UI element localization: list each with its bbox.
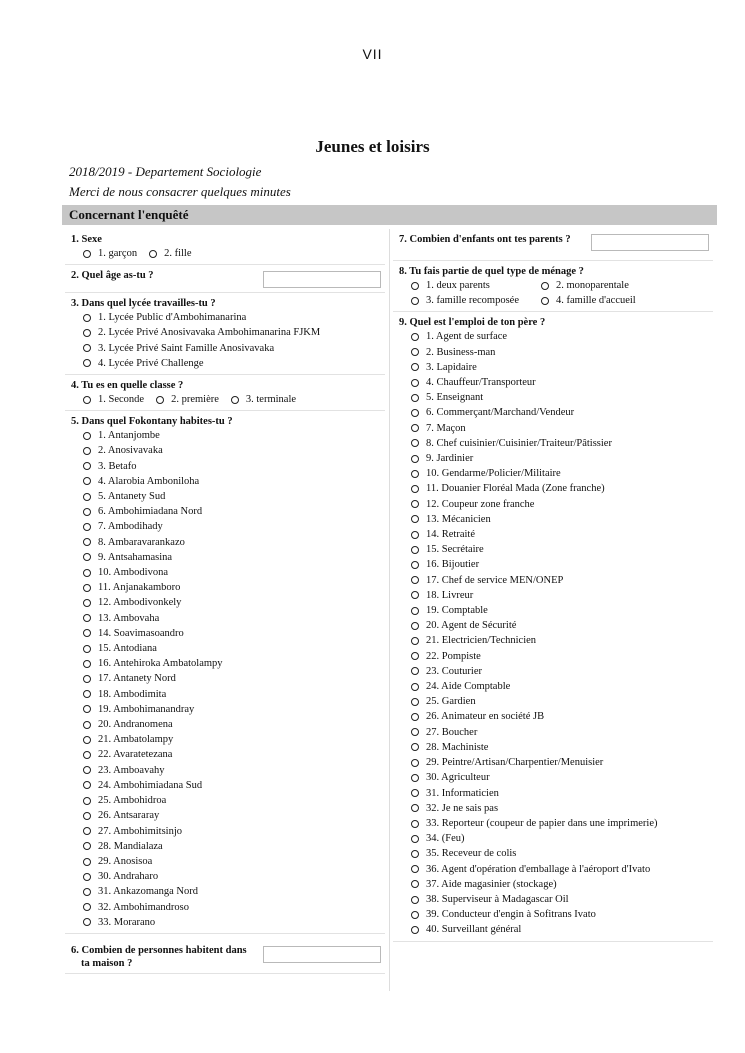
option-label: 2. monoparentale	[556, 280, 629, 291]
radio-icon[interactable]	[83, 396, 91, 404]
radio-icon[interactable]	[83, 903, 91, 911]
option-label: 35. Receveur de colis	[426, 848, 517, 860]
options-list	[71, 310, 385, 371]
option-label: 2. Anosivavaka	[98, 445, 163, 457]
radio-icon[interactable]	[411, 835, 419, 843]
radio-option[interactable]	[399, 603, 713, 618]
option-famille-accueil[interactable]	[541, 293, 671, 308]
option-label: 17. Antanety Nord	[98, 673, 176, 685]
radio-icon[interactable]	[83, 462, 91, 470]
question-fokontany	[65, 411, 385, 934]
radio-option[interactable]	[71, 793, 385, 808]
option-label: 8. Ambaravarankazo	[98, 536, 185, 548]
option-label: 22. Avaratetezana	[98, 749, 173, 761]
option-label: 3. Lycée Privé Saint Famille Anosivavaka	[98, 342, 275, 354]
radio-icon[interactable]	[83, 250, 91, 258]
option-label: 8. Chef cuisinier/Cuisinier/Traiteur/Pâtissier	[426, 437, 612, 449]
radio-option[interactable]	[71, 732, 385, 747]
option-famille-recomposee[interactable]	[411, 293, 541, 308]
radio-option[interactable]	[399, 755, 713, 770]
radio-option[interactable]	[71, 489, 385, 504]
option-label: 24. Aide Comptable	[426, 681, 511, 693]
option-deux-parents[interactable]	[411, 278, 541, 293]
option-label: 31. Informaticien	[426, 787, 499, 799]
radio-icon[interactable]	[231, 396, 239, 404]
radio-option[interactable]	[71, 443, 385, 458]
radio-option[interactable]	[399, 831, 713, 846]
radio-option[interactable]	[71, 915, 385, 930]
option-label: 1. garçon	[98, 248, 138, 259]
option-label: 28. Machiniste	[426, 741, 489, 753]
question-label: 9. Quel est l'emploi de ton père ?	[399, 317, 546, 329]
option-label: 16. Antehiroka Ambatolampy	[98, 658, 223, 670]
radio-icon[interactable]	[411, 926, 419, 934]
option-label: 36. Agent d'opération d'emballage à l'aéroport d'Ivato	[426, 863, 651, 875]
radio-icon[interactable]	[411, 470, 419, 478]
question-label: 7. Combien d'enfants ont tes parents ?	[399, 234, 571, 245]
radio-option[interactable]	[399, 907, 713, 922]
radio-icon[interactable]	[411, 500, 419, 508]
personnes-input[interactable]	[263, 946, 381, 963]
radio-icon[interactable]	[411, 282, 419, 290]
radio-option[interactable]	[71, 550, 385, 565]
option-premiere[interactable]	[156, 392, 219, 407]
radio-option[interactable]	[71, 702, 385, 717]
radio-option[interactable]	[71, 310, 385, 325]
radio-icon[interactable]	[83, 812, 91, 820]
option-label: 27. Boucher	[426, 726, 478, 738]
option-label: 12. Ambodivonkely	[98, 597, 182, 609]
option-label: 19. Ambohimanandray	[98, 703, 195, 715]
radio-option[interactable]	[399, 588, 713, 603]
option-label: 19. Comptable	[426, 605, 488, 617]
radio-icon[interactable]	[541, 297, 549, 305]
radio-icon[interactable]	[411, 652, 419, 660]
options-row	[71, 392, 385, 407]
radio-icon[interactable]	[411, 698, 419, 706]
option-label: 1. Agent de surface	[426, 331, 508, 343]
radio-option[interactable]	[399, 405, 713, 420]
radio-option[interactable]	[399, 329, 713, 344]
radio-option[interactable]	[71, 459, 385, 474]
radio-icon[interactable]	[411, 683, 419, 691]
option-label: 15. Secrétaire	[426, 544, 484, 556]
column-divider	[389, 229, 390, 991]
radio-icon[interactable]	[83, 629, 91, 637]
option-label: 2. première	[171, 394, 219, 406]
radio-icon[interactable]	[83, 344, 91, 352]
radio-icon[interactable]	[411, 379, 419, 387]
radio-icon[interactable]	[411, 409, 419, 417]
radio-option[interactable]	[399, 877, 713, 892]
radio-option[interactable]	[399, 390, 713, 405]
radio-icon[interactable]	[411, 789, 419, 797]
radio-icon[interactable]	[411, 607, 419, 615]
right-column	[393, 229, 713, 942]
option-label: 28. Mandialaza	[98, 840, 163, 852]
form-subtitle-thanks: Merci de nous consacrer quelques minutes	[69, 184, 291, 199]
question-label: 1. Sexe	[71, 234, 102, 245]
radio-icon[interactable]	[83, 721, 91, 729]
question-sexe	[65, 229, 385, 265]
radio-option[interactable]	[399, 573, 713, 588]
radio-icon[interactable]	[83, 569, 91, 577]
question-label: 3. Dans quel lycée travailles-tu ?	[71, 298, 216, 310]
option-label: 6. Ambohimiadana Nord	[98, 506, 203, 518]
radio-option[interactable]	[399, 633, 713, 648]
option-label: 2. Business-man	[426, 346, 496, 358]
options-list	[71, 428, 385, 930]
radio-option[interactable]	[71, 504, 385, 519]
radio-option[interactable]	[71, 565, 385, 580]
radio-option[interactable]	[71, 535, 385, 550]
radio-icon[interactable]	[411, 728, 419, 736]
radio-icon[interactable]	[411, 485, 419, 493]
option-label: 10. Gendarme/Policier/Militaire	[426, 468, 561, 480]
option-label: 2. fille	[164, 248, 192, 259]
radio-icon[interactable]	[411, 622, 419, 630]
radio-option[interactable]	[71, 428, 385, 443]
radio-option[interactable]	[399, 497, 713, 512]
option-label: 22. Pompiste	[426, 650, 481, 662]
section-header: Concernant l'enquêté	[62, 205, 717, 225]
question-age	[65, 265, 385, 293]
question-classe	[65, 375, 385, 411]
radio-icon[interactable]	[541, 282, 549, 290]
radio-icon[interactable]	[411, 820, 419, 828]
option-label: 5. Enseignant	[426, 392, 484, 404]
radio-icon[interactable]	[83, 538, 91, 546]
radio-option[interactable]	[71, 778, 385, 793]
option-label: 32. Je ne sais pas	[426, 802, 499, 814]
radio-option[interactable]	[399, 466, 713, 481]
radio-option[interactable]	[71, 839, 385, 854]
radio-option[interactable]	[71, 824, 385, 839]
radio-option[interactable]	[71, 671, 385, 686]
option-seconde[interactable]	[83, 392, 144, 407]
radio-option[interactable]	[71, 869, 385, 884]
option-label: 27. Ambohimitsinjo	[98, 825, 183, 837]
option-label: 11. Douanier Floréal Mada (Zone franche)	[426, 483, 605, 495]
radio-option[interactable]	[399, 725, 713, 740]
options-list	[399, 329, 713, 937]
radio-option[interactable]	[399, 557, 713, 572]
radio-icon[interactable]	[411, 896, 419, 904]
radio-option[interactable]	[71, 626, 385, 641]
radio-icon[interactable]	[83, 827, 91, 835]
radio-option[interactable]	[399, 664, 713, 679]
radio-option[interactable]	[71, 808, 385, 823]
option-label: 23. Amboavahy	[98, 764, 165, 776]
question-emploi-pere	[393, 312, 713, 941]
question-enfants	[393, 229, 713, 261]
option-label: 7. Maçon	[426, 422, 466, 434]
question-label: 5. Dans quel Fokontany habites-tu ?	[71, 416, 233, 428]
radio-icon[interactable]	[83, 766, 91, 774]
radio-option[interactable]	[399, 694, 713, 709]
radio-icon[interactable]	[83, 584, 91, 592]
radio-icon[interactable]	[411, 515, 419, 523]
radio-icon[interactable]	[411, 911, 419, 919]
question-label: 2. Quel âge as-tu ?	[71, 270, 154, 282]
radio-icon[interactable]	[411, 561, 419, 569]
radio-icon[interactable]	[411, 546, 419, 554]
option-label: 6. Commerçant/Marchand/Vendeur	[426, 407, 575, 419]
radio-icon[interactable]	[411, 774, 419, 782]
radio-option[interactable]	[399, 542, 713, 557]
option-label: 38. Superviseur à Madagascar Oil	[426, 893, 569, 905]
radio-icon[interactable]	[83, 447, 91, 455]
radio-icon[interactable]	[83, 645, 91, 653]
radio-option[interactable]	[399, 345, 713, 360]
radio-option[interactable]	[399, 846, 713, 861]
radio-icon[interactable]	[83, 477, 91, 485]
options-row	[71, 246, 385, 261]
page-number: VII	[362, 46, 383, 62]
option-label: 16. Bijoutier	[426, 559, 480, 571]
radio-icon[interactable]	[83, 329, 91, 337]
radio-option[interactable]	[71, 341, 385, 356]
radio-option[interactable]	[399, 679, 713, 694]
radio-icon[interactable]	[411, 576, 419, 584]
enfants-input[interactable]	[591, 234, 709, 251]
option-label: 21. Ambatolampy	[98, 734, 174, 746]
option-label: 30. Agriculteur	[426, 772, 490, 784]
radio-option[interactable]	[71, 656, 385, 671]
option-label: 30. Andraharo	[98, 871, 159, 883]
radio-icon[interactable]	[83, 797, 91, 805]
radio-icon[interactable]	[411, 531, 419, 539]
radio-icon[interactable]	[411, 713, 419, 721]
option-label: 3. famille recomposée	[426, 295, 520, 307]
radio-option[interactable]	[71, 595, 385, 610]
radio-icon[interactable]	[83, 842, 91, 850]
radio-option[interactable]	[399, 709, 713, 724]
radio-icon[interactable]	[411, 850, 419, 858]
form-title: Jeunes et loisirs	[315, 137, 430, 156]
question-label-line1: 6. Combien de personnes habitent dans	[71, 944, 247, 956]
radio-icon[interactable]	[411, 333, 419, 341]
option-label: 13. Mécanicien	[426, 513, 491, 525]
radio-icon[interactable]	[411, 667, 419, 675]
radio-option[interactable]	[71, 356, 385, 371]
option-label: 1. Lycée Public d'Ambohimanarina	[98, 312, 247, 324]
radio-icon[interactable]	[149, 250, 157, 258]
radio-option[interactable]	[71, 519, 385, 534]
option-label: 2. Lycée Privé Anosivavaka Ambohimanarina FJKM	[98, 327, 321, 339]
option-label: 31. Ankazomanga Nord	[98, 886, 199, 898]
radio-icon[interactable]	[83, 858, 91, 866]
option-label: 11. Anjanakamboro	[98, 582, 181, 594]
radio-icon[interactable]	[411, 591, 419, 599]
radio-icon[interactable]	[83, 888, 91, 896]
radio-icon[interactable]	[411, 880, 419, 888]
radio-option[interactable]	[399, 922, 713, 937]
option-label: 3. terminale	[245, 394, 297, 406]
radio-option[interactable]	[399, 649, 713, 664]
radio-icon[interactable]	[83, 690, 91, 698]
option-label: 37. Aide magasinier (stockage)	[426, 878, 557, 890]
radio-option[interactable]	[71, 747, 385, 762]
option-label: 13. Ambovaha	[98, 612, 160, 624]
radio-icon[interactable]	[83, 599, 91, 607]
radio-icon[interactable]	[83, 660, 91, 668]
radio-icon[interactable]	[83, 314, 91, 322]
radio-icon[interactable]	[411, 424, 419, 432]
radio-icon[interactable]	[411, 743, 419, 751]
option-monoparentale[interactable]	[541, 278, 671, 293]
option-label: 18. Livreur	[426, 589, 474, 601]
radio-option[interactable]	[71, 611, 385, 626]
radio-option[interactable]	[399, 618, 713, 633]
option-label: 9. Jardinier	[426, 453, 474, 465]
radio-option[interactable]	[71, 641, 385, 656]
option-label: 25. Ambohidroa	[98, 795, 167, 807]
option-label: 29. Anosisoa	[98, 855, 153, 867]
option-label: 4. Chauffeur/Transporteur	[426, 377, 536, 389]
option-label: 40. Surveillant général	[426, 924, 522, 936]
radio-option[interactable]	[71, 763, 385, 778]
option-label: 3. Betafo	[98, 460, 137, 472]
option-label: 14. Soavimasoandro	[98, 627, 184, 639]
radio-icon[interactable]	[83, 751, 91, 759]
question-menage	[393, 261, 713, 312]
radio-option[interactable]	[71, 687, 385, 702]
radio-option[interactable]	[399, 421, 713, 436]
option-label: 26. Animateur en société JB	[426, 711, 545, 723]
radio-icon[interactable]	[83, 736, 91, 744]
option-fille[interactable]	[149, 246, 191, 261]
option-label: 39. Conducteur d'engin à Sofitrans Ivato	[426, 909, 596, 921]
question-label: 4. Tu es en quelle classe ?	[71, 380, 184, 392]
radio-icon[interactable]	[83, 553, 91, 561]
option-label: 26. Antsararay	[98, 810, 160, 822]
radio-option[interactable]	[399, 481, 713, 496]
option-label: 23. Couturier	[426, 665, 482, 677]
radio-icon[interactable]	[411, 348, 419, 356]
radio-option[interactable]	[399, 816, 713, 831]
options-grid	[399, 278, 713, 308]
option-label: 7. Ambodihady	[98, 521, 163, 533]
age-input[interactable]	[263, 271, 381, 288]
radio-option[interactable]	[399, 892, 713, 907]
radio-option[interactable]	[71, 717, 385, 732]
radio-option[interactable]	[399, 451, 713, 466]
radio-option[interactable]	[71, 854, 385, 869]
option-label: 10. Ambodivona	[98, 567, 168, 579]
option-label: 33. Morarano	[98, 916, 156, 928]
option-label: 9. Antsahamasina	[98, 551, 173, 563]
radio-icon[interactable]	[83, 493, 91, 501]
radio-option[interactable]	[399, 527, 713, 542]
radio-option[interactable]	[399, 512, 713, 527]
radio-option[interactable]	[71, 325, 385, 340]
radio-option[interactable]	[71, 580, 385, 595]
question-personnes	[65, 940, 385, 974]
radio-icon[interactable]	[83, 781, 91, 789]
radio-option[interactable]	[399, 360, 713, 375]
option-terminale[interactable]	[231, 392, 296, 407]
option-label: 25. Gardien	[426, 696, 476, 708]
option-label: 3. Lapidaire	[426, 361, 477, 373]
radio-icon[interactable]	[83, 359, 91, 367]
option-label: 1. Antanjombe	[98, 430, 160, 442]
radio-icon[interactable]	[83, 705, 91, 713]
radio-icon[interactable]	[83, 432, 91, 440]
option-label: 20. Andranomena	[98, 719, 173, 731]
form-subtitle-year: 2018/2019 - Departement Sociologie	[69, 164, 262, 179]
radio-icon[interactable]	[411, 865, 419, 873]
question-lycee	[65, 293, 385, 375]
radio-option[interactable]	[71, 900, 385, 915]
option-label: 15. Antodiana	[98, 643, 157, 655]
option-label: 18. Ambodimita	[98, 688, 167, 700]
option-label: 4. Alarobia Amboniloha	[98, 475, 200, 487]
option-label: 29. Peintre/Artisan/Charpentier/Menuisier	[426, 757, 604, 769]
option-label: 24. Ambohimiadana Sud	[98, 779, 203, 791]
radio-icon[interactable]	[411, 363, 419, 371]
radio-option[interactable]	[399, 770, 713, 785]
radio-icon[interactable]	[411, 455, 419, 463]
radio-icon[interactable]	[411, 439, 419, 447]
radio-option[interactable]	[399, 862, 713, 877]
option-label: 12. Coupeur zone franche	[426, 498, 535, 510]
option-label: 5. Antanety Sud	[98, 491, 166, 503]
option-label: 4. famille d'accueil	[556, 295, 636, 307]
radio-option[interactable]	[71, 474, 385, 489]
radio-icon[interactable]	[411, 759, 419, 767]
question-label: 8. Tu fais partie de quel type de ménage ?	[399, 266, 584, 277]
radio-option[interactable]	[71, 884, 385, 899]
question-label-line2: ta maison ?	[81, 957, 133, 969]
radio-option[interactable]	[399, 436, 713, 451]
option-label: 1. deux parents	[426, 280, 490, 291]
option-garcon[interactable]	[83, 246, 137, 261]
radio-icon[interactable]	[83, 523, 91, 531]
radio-icon[interactable]	[83, 675, 91, 683]
radio-option[interactable]	[399, 801, 713, 816]
option-label: 32. Ambohimandroso	[98, 901, 189, 913]
option-label: 20. Agent de Sécurité	[426, 620, 517, 632]
radio-icon[interactable]	[411, 394, 419, 402]
option-label: 14. Retraité	[426, 529, 475, 541]
option-label: 4. Lycée Privé Challenge	[98, 357, 204, 369]
option-label: 17. Chef de service MEN/ONEP	[426, 574, 564, 586]
radio-icon[interactable]	[156, 396, 164, 404]
radio-icon[interactable]	[83, 614, 91, 622]
option-label: 1. Seconde	[98, 394, 145, 406]
radio-icon[interactable]	[83, 508, 91, 516]
radio-icon[interactable]	[411, 297, 419, 305]
option-label: 33. Reporteur (coupeur de papier dans une imprimerie)	[426, 817, 658, 829]
radio-icon[interactable]	[83, 873, 91, 881]
radio-option[interactable]	[399, 786, 713, 801]
radio-icon[interactable]	[411, 804, 419, 812]
radio-option[interactable]	[399, 375, 713, 390]
left-column	[65, 229, 385, 974]
radio-icon[interactable]	[411, 637, 419, 645]
radio-icon[interactable]	[83, 918, 91, 926]
option-label: 34. (Feu)	[426, 833, 465, 845]
option-label: 21. Electricien/Technicien	[426, 635, 537, 647]
radio-option[interactable]	[399, 740, 713, 755]
